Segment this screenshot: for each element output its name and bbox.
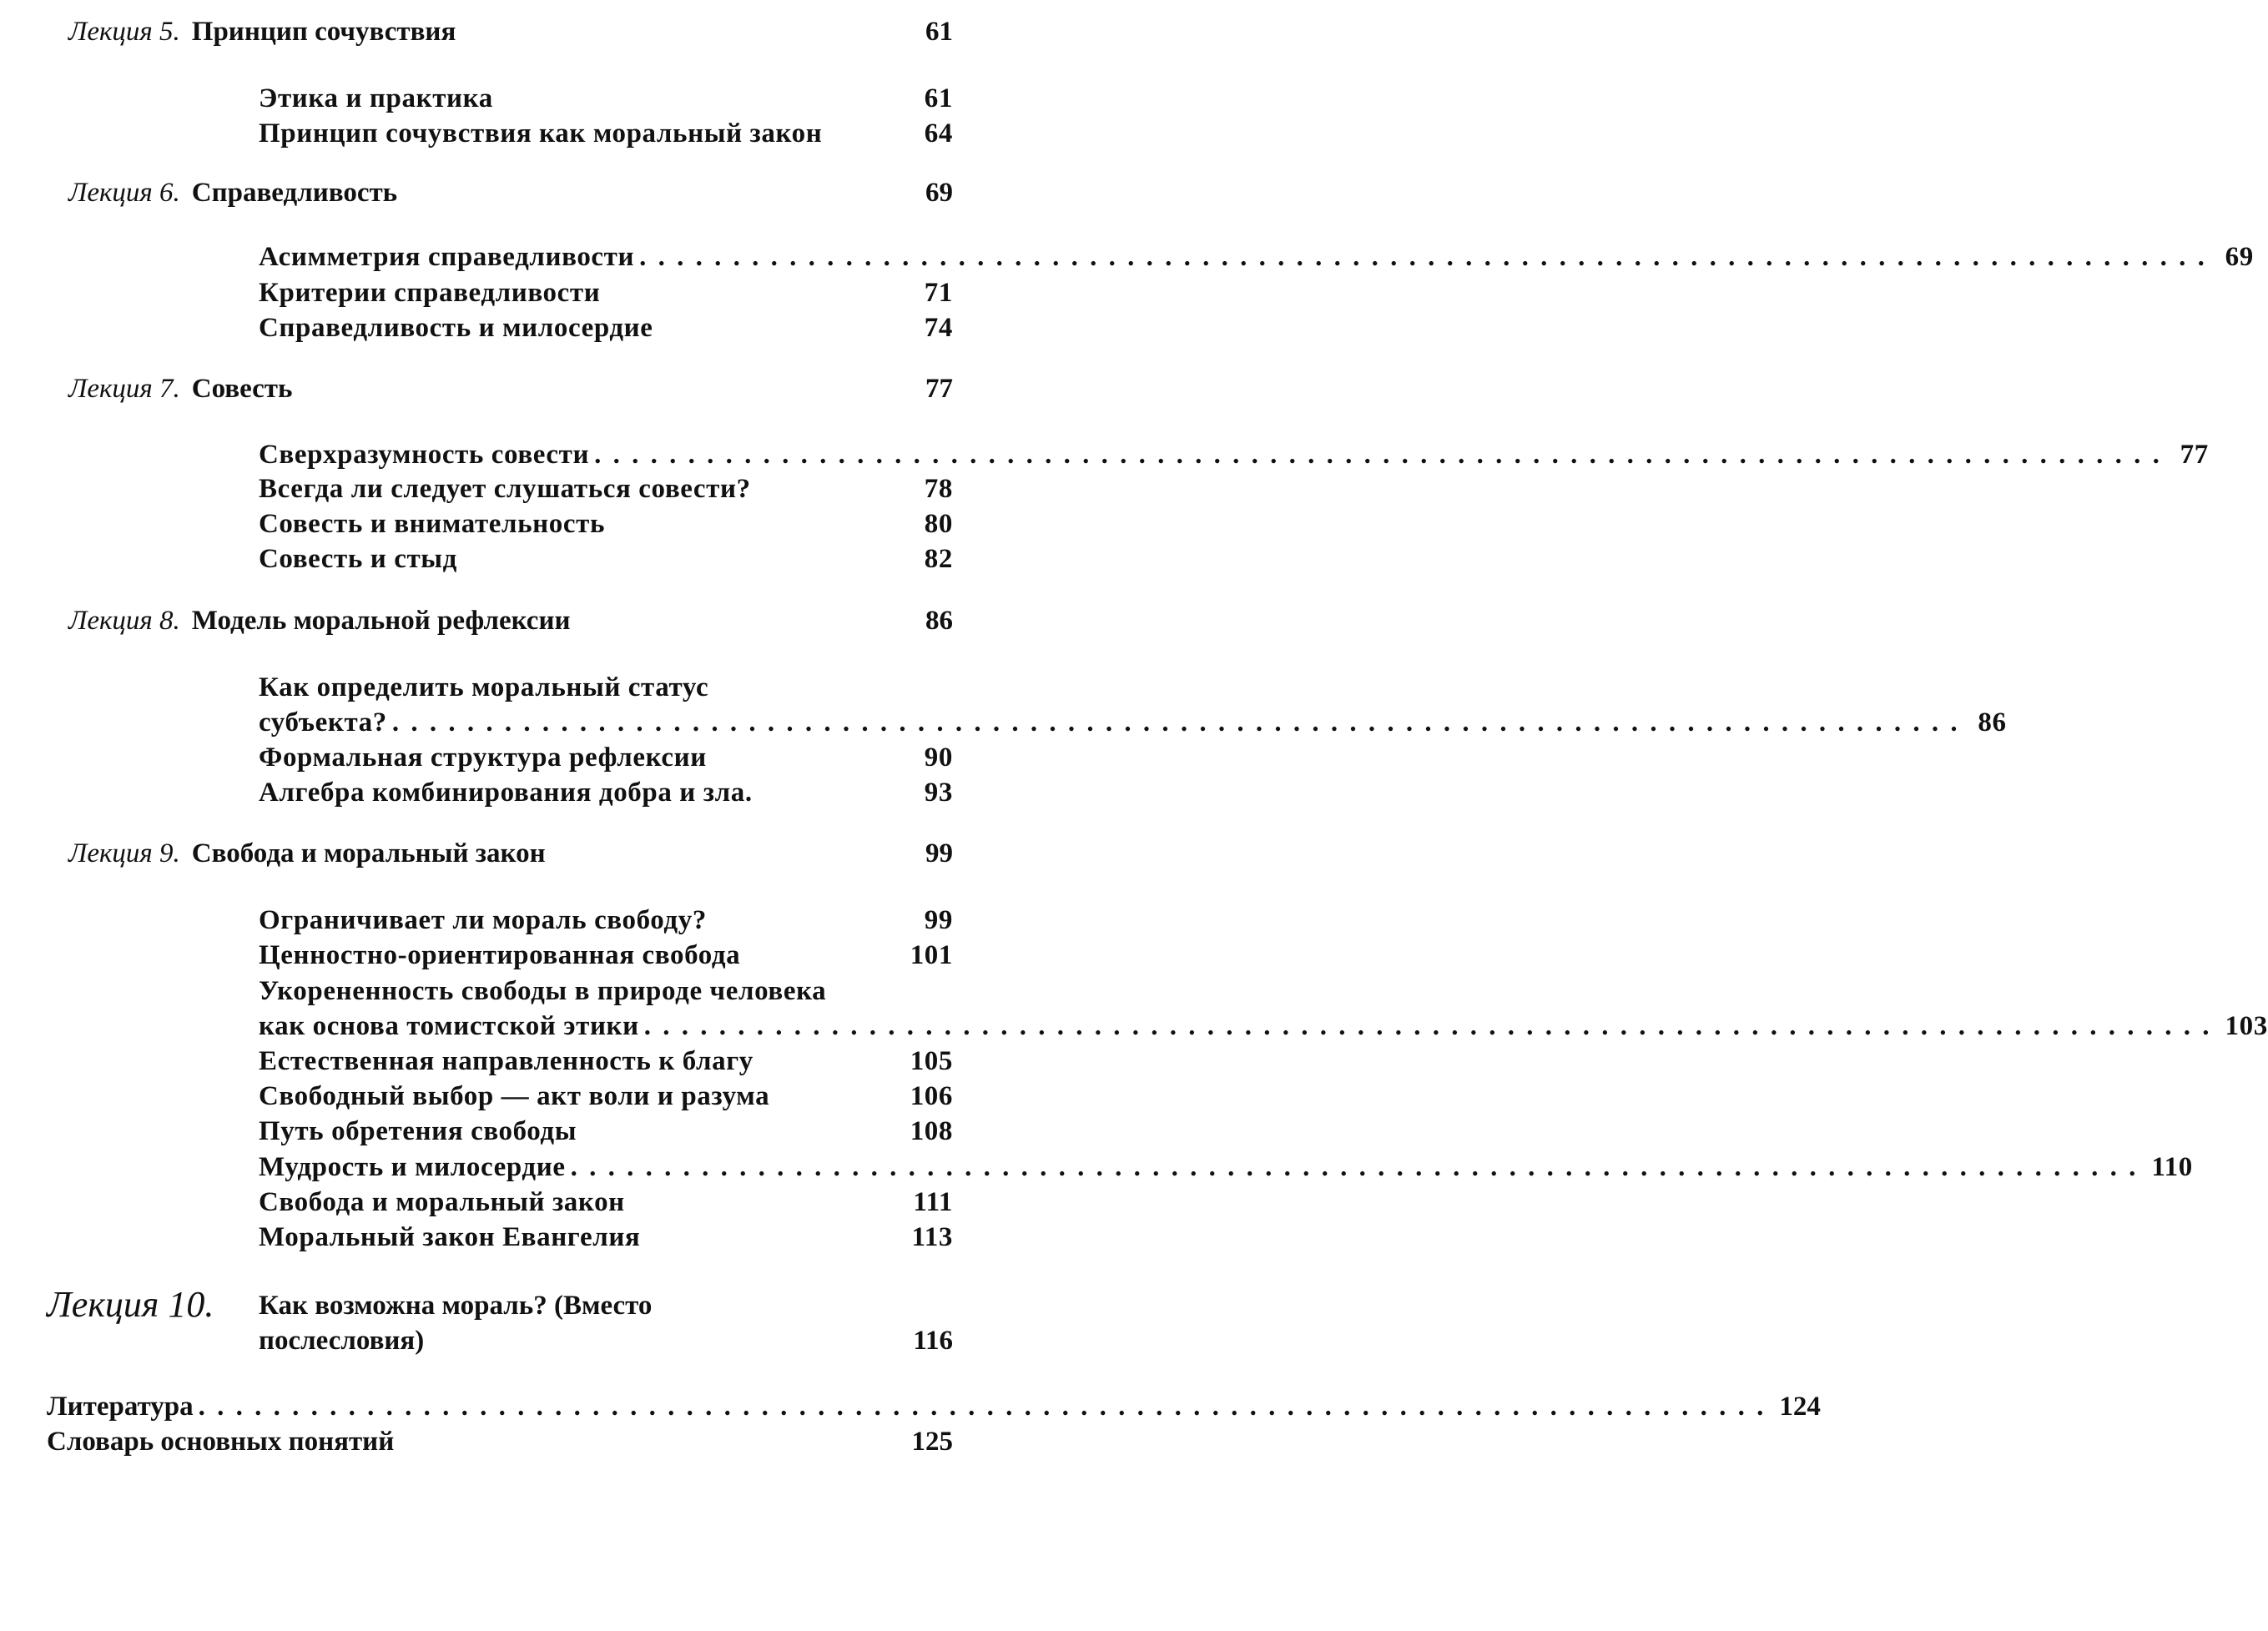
lecture-label: Лекция 9. — [68, 838, 180, 868]
page-number: 86 — [925, 606, 953, 636]
toc-entry — [259, 242, 2254, 273]
toc-entry — [259, 905, 953, 936]
entry-title: Критерии справедливости — [259, 278, 601, 308]
page-number: 110 — [2151, 1152, 2193, 1182]
lecture-label: Лекция 7. — [68, 374, 180, 404]
page-number: 78 — [924, 474, 953, 504]
entry-title: Принцип сочувствия как моральный закон — [259, 118, 823, 149]
lecture-title: Справедливость — [191, 178, 398, 208]
page-number: 69 — [925, 178, 953, 208]
entry-title: Справедливость и милосердие — [259, 313, 653, 343]
page-number: 77 — [2180, 440, 2209, 470]
toc-entry — [259, 313, 953, 344]
leader-dots — [571, 1152, 2139, 1183]
entry-title: Естественная направленность к благу — [259, 1046, 753, 1076]
page-number: 116 — [913, 1326, 953, 1356]
toc-entry — [259, 278, 953, 309]
entry-title: Литература — [47, 1392, 194, 1422]
toc-entry — [259, 778, 953, 808]
entry-title: Ограничивает ли мораль свободу? — [259, 905, 707, 935]
lecture-6-heading — [68, 178, 953, 209]
toc-entry-continuation — [259, 1011, 2268, 1042]
entry-title: Этика и практика — [259, 83, 493, 113]
lecture-10-title — [259, 1291, 953, 1321]
entry-title-continuation: субъекта? — [259, 707, 387, 737]
lecture-title-continuation: послесловия) — [259, 1326, 425, 1356]
entry-title-continuation: как основа томистской этики — [259, 1011, 639, 1041]
page-number: 71 — [924, 278, 953, 308]
page-number: 106 — [910, 1081, 953, 1111]
lecture-title: Принцип сочувствия — [191, 17, 456, 47]
page-number: 74 — [924, 313, 953, 343]
toc-entry — [259, 1046, 953, 1077]
entry-title: Формальная структура рефлексии — [259, 743, 707, 773]
leader-dots — [639, 242, 2207, 273]
lecture-8-heading — [68, 606, 953, 637]
lecture-label: Лекция 5. — [68, 17, 180, 47]
page-number: 77 — [925, 374, 953, 404]
page-number: 105 — [910, 1046, 953, 1076]
leader-dots — [199, 1392, 1767, 1422]
lecture-label: Лекция 6. — [68, 178, 180, 208]
page-number: 113 — [911, 1222, 953, 1252]
toc-entry — [259, 1222, 953, 1253]
lecture-10-label: Лекция 10. — [47, 1284, 214, 1325]
toc-entry — [259, 118, 953, 149]
page-number: 124 — [1779, 1392, 1821, 1422]
leader-dots — [392, 707, 1960, 738]
page-number: 93 — [924, 778, 953, 808]
page-number: 86 — [1978, 707, 2007, 737]
entry-title: Словарь основных понятий — [47, 1427, 395, 1457]
leader-dots — [644, 1011, 2212, 1042]
lecture-9-heading — [68, 838, 953, 869]
entry-title: Совесть и внимательность — [259, 509, 605, 539]
toc-entry — [259, 940, 953, 971]
toc-entry — [259, 474, 953, 505]
toc-entry — [259, 672, 953, 703]
entry-title: Всегда ли следует слушаться совести? — [259, 474, 751, 504]
backmatter-glossary — [47, 1427, 953, 1457]
toc-entry — [259, 743, 953, 773]
lecture-title: Совесть — [191, 374, 293, 404]
entry-title: Моральный закон Евангелия — [259, 1222, 641, 1252]
leader-dots — [594, 440, 2162, 471]
page-number: 61 — [924, 83, 953, 113]
toc-entry — [259, 976, 953, 1007]
toc-entry — [259, 440, 2209, 471]
toc-entry — [259, 1187, 953, 1218]
toc-entry-continuation — [259, 707, 2007, 738]
lecture-title: Модель моральной рефлексии — [191, 606, 571, 636]
lecture-title: Свобода и моральный закон — [191, 838, 546, 868]
entry-title: Укорененность свободы в природе человека — [259, 976, 827, 1006]
page-number: 103 — [2225, 1011, 2268, 1041]
page-number: 125 — [911, 1427, 953, 1457]
toc-entry — [259, 1081, 953, 1112]
entry-title: Алгебра комбинирования добра и зла. — [259, 778, 753, 808]
backmatter-literature — [47, 1392, 1821, 1422]
page-number: 69 — [2225, 242, 2254, 272]
page-number: 108 — [910, 1116, 953, 1146]
lecture-title: Как возможна мораль? (Вместо — [259, 1291, 653, 1321]
entry-title: Совесть и стыд — [259, 544, 457, 574]
page-number: 111 — [913, 1187, 953, 1217]
toc-entry — [259, 1152, 2193, 1183]
toc-entry — [259, 544, 953, 575]
toc-entry — [259, 83, 953, 114]
page-number: 61 — [925, 17, 953, 47]
entry-title: Свобода и моральный закон — [259, 1187, 625, 1217]
entry-title: Мудрость и милосердие — [259, 1152, 566, 1182]
entry-title: Ценностно-ориентированная свобода — [259, 940, 741, 970]
page-number: 64 — [924, 118, 953, 149]
page-number: 80 — [924, 509, 953, 539]
page-number: 82 — [924, 544, 953, 574]
lecture-10-title-continuation — [259, 1326, 953, 1357]
toc-entry — [259, 1116, 953, 1147]
entry-title: Путь обретения свободы — [259, 1116, 577, 1146]
lecture-label: Лекция 8. — [68, 606, 180, 636]
toc-entry — [259, 509, 953, 540]
entry-title: Свободный выбор — акт воли и разума — [259, 1081, 770, 1111]
entry-title: Асимметрия справедливости — [259, 242, 635, 272]
entry-title: Сверхразумность совести — [259, 440, 590, 470]
lecture-5-heading — [68, 17, 953, 48]
entry-title: Как определить моральный статус — [259, 672, 709, 702]
page-number: 101 — [910, 940, 953, 970]
page-number: 90 — [924, 743, 953, 773]
page-number: 99 — [925, 838, 953, 868]
lecture-7-heading — [68, 374, 953, 405]
page-number: 99 — [924, 905, 953, 935]
